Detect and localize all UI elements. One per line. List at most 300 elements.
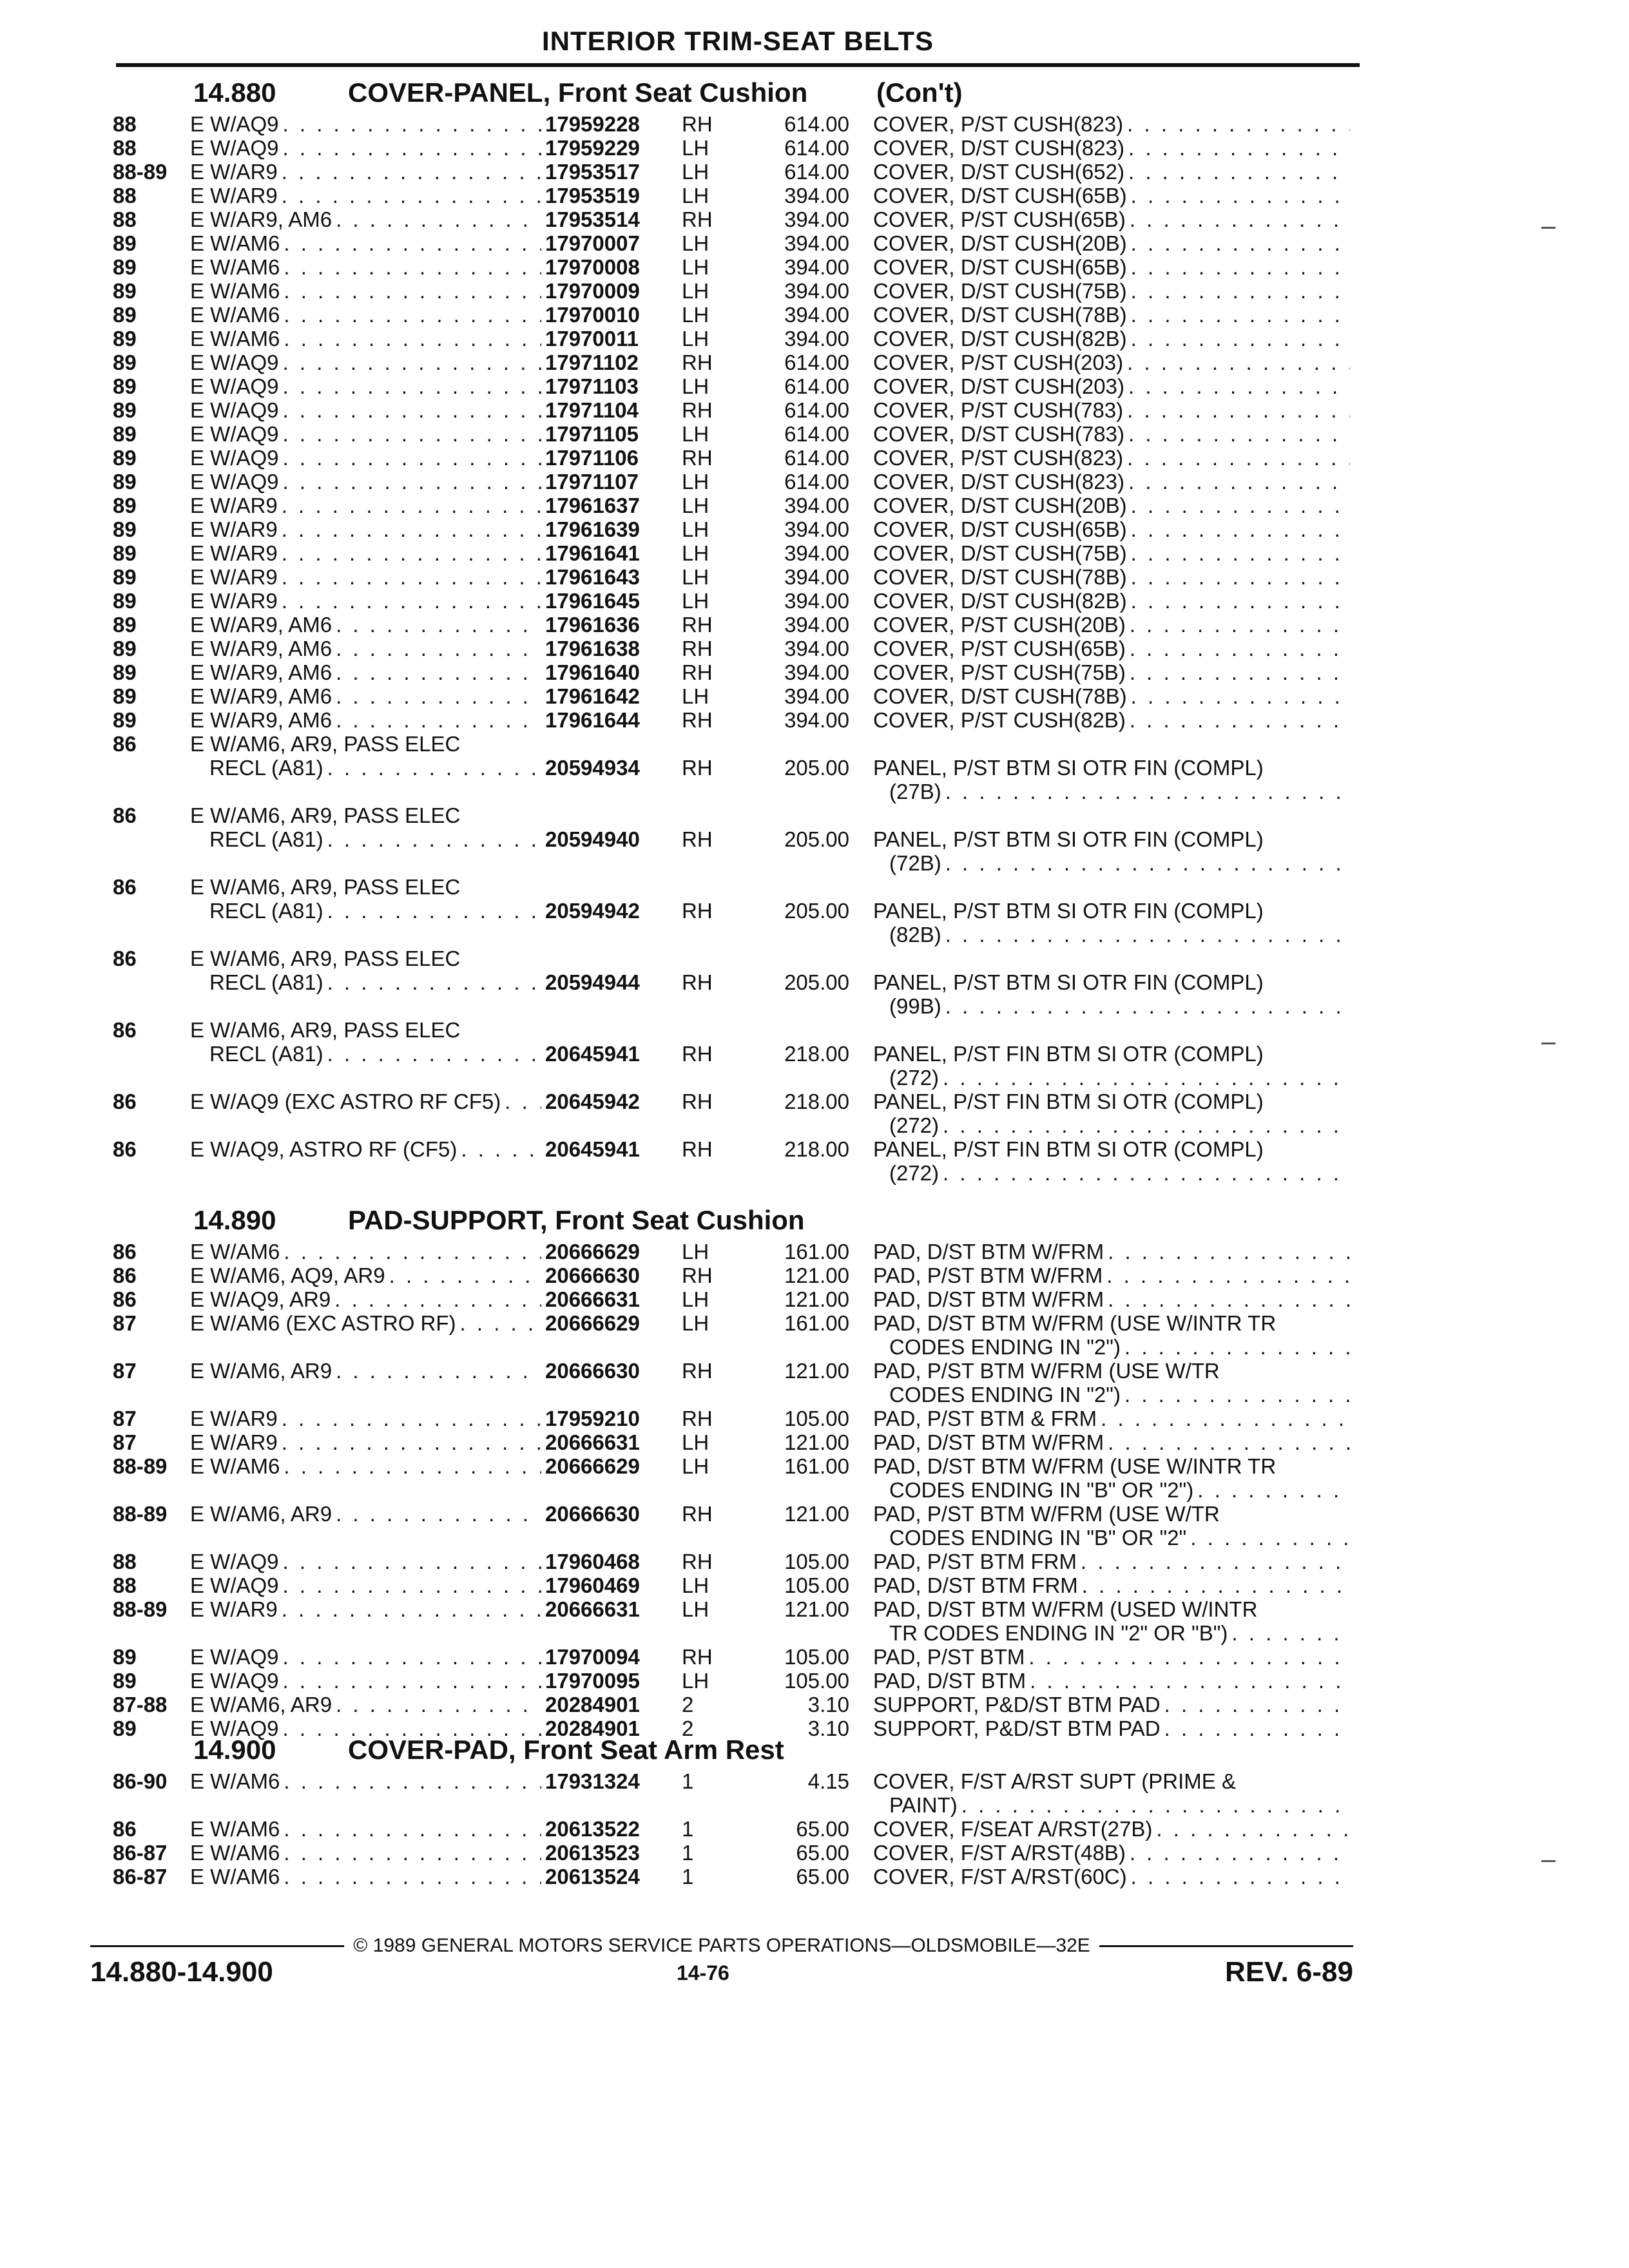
usage-description: E W/AR9, AM6 [190, 708, 333, 732]
dot-leader [943, 1161, 1350, 1185]
side-or-quantity: LH [682, 327, 709, 351]
part-name-continued: (72B) [889, 851, 941, 875]
part-number: 20594944 [545, 970, 640, 994]
side-or-quantity: 2 [682, 1693, 694, 1716]
model-year: 86 [113, 947, 137, 970]
part-number: 20666631 [545, 1597, 640, 1621]
part-name-cell [873, 589, 1350, 613]
part-number: 20666629 [545, 1454, 640, 1478]
parts-row [0, 470, 1629, 494]
part-name-continued: (272) [889, 1113, 940, 1137]
side-or-quantity: RH [682, 708, 713, 732]
model-year: 86-87 [113, 1841, 168, 1865]
model-year: 89 [113, 255, 137, 279]
part-number: 20613523 [545, 1841, 640, 1865]
part-name: COVER, D/ST CUSH(82B) [873, 589, 1127, 613]
price: 218.00 [784, 1090, 849, 1113]
side-or-quantity: 2 [682, 1716, 694, 1740]
model-year: 89 [113, 660, 137, 684]
parts-row [0, 517, 1629, 541]
parts-row-continued [0, 1526, 1629, 1550]
price: 205.00 [784, 970, 849, 994]
part-name: COVER, F/SEAT A/RST(27B) [873, 1817, 1153, 1841]
dot-leader [1108, 1430, 1350, 1454]
part-name: PAD, P/ST BTM [873, 1645, 1025, 1669]
section-title: PAD-SUPPORT, Front Seat Cushion [348, 1205, 805, 1235]
side-or-quantity: LH [682, 1240, 709, 1264]
part-number: 17970011 [545, 327, 639, 351]
part-name-cell [873, 1669, 1350, 1693]
usage-cell [190, 708, 541, 732]
usage-description: E W/AM6 [190, 1769, 280, 1793]
parts-row-note [0, 732, 1629, 756]
usage-cell [190, 470, 541, 494]
usage-description: E W/AQ9 [190, 470, 279, 494]
dot-leader [1131, 589, 1350, 613]
part-number: 17971102 [545, 351, 639, 374]
usage-cell [190, 1841, 541, 1865]
dot-leader [336, 613, 541, 637]
parts-row [0, 446, 1629, 470]
usage-cell [190, 1669, 541, 1693]
price: 4.15 [807, 1769, 849, 1793]
parts-row [0, 1311, 1629, 1335]
price: 614.00 [784, 160, 849, 184]
usage-cell [190, 1137, 541, 1161]
side-or-quantity: 1 [682, 1769, 694, 1793]
dot-leader [1128, 422, 1350, 446]
side-or-quantity: LH [682, 589, 709, 613]
dot-leader [336, 708, 541, 732]
part-number: 17961643 [545, 565, 640, 589]
usage-cell [190, 279, 541, 303]
usage-cell [190, 517, 541, 541]
usage-description: E W/AQ9 [190, 1669, 279, 1693]
model-year: 89 [113, 398, 137, 422]
side-or-quantity: RH [682, 1502, 713, 1526]
part-number: 20666629 [545, 1240, 640, 1264]
usage-cell [190, 1240, 541, 1264]
part-number: 20594934 [545, 756, 640, 780]
usage-description: E W/AR9 [190, 541, 278, 565]
side-or-quantity: RH [682, 660, 713, 684]
usage-cell [190, 446, 541, 470]
price: 121.00 [784, 1502, 849, 1526]
dot-leader [945, 780, 1350, 803]
side-or-quantity: LH [682, 184, 709, 207]
dot-leader [282, 1407, 541, 1430]
price: 394.00 [784, 279, 849, 303]
usage-cell [190, 303, 541, 327]
part-name-cell [873, 136, 1350, 160]
dot-leader [283, 470, 541, 494]
part-name-cell [873, 541, 1350, 565]
parts-row [0, 1137, 1629, 1161]
dot-leader [1130, 708, 1350, 732]
side-or-quantity: RH [682, 1359, 713, 1383]
parts-row [0, 1287, 1629, 1311]
part-name-cell [873, 255, 1350, 279]
usage-cell [190, 255, 541, 279]
parts-row [0, 1865, 1629, 1888]
part-name: PANEL, P/ST BTM SI OTR FIN (COMPL) [873, 756, 1264, 780]
dot-leader [1030, 1669, 1350, 1693]
parts-row [0, 1693, 1629, 1716]
dot-leader [1131, 279, 1350, 303]
part-number: 17961640 [545, 660, 640, 684]
part-name: PANEL, P/ST BTM SI OTR FIN (COMPL) [873, 899, 1264, 923]
part-name-cell [889, 780, 1350, 803]
usage-cell [190, 613, 541, 637]
part-number: 17970007 [545, 231, 640, 255]
part-name-cell [873, 207, 1350, 231]
usage-description: E W/AM6, AR9, PASS ELEC [190, 1018, 461, 1042]
model-year: 89 [113, 446, 137, 470]
model-year: 88-89 [113, 1502, 168, 1526]
parts-row-note [0, 803, 1629, 827]
usage-description: E W/AR9, AM6 [190, 207, 333, 231]
usage-description: E W/AQ9 [190, 1573, 279, 1597]
part-name: SUPPORT, P&D/ST BTM PAD [873, 1716, 1161, 1740]
model-year: 86 [113, 1287, 137, 1311]
price: 121.00 [784, 1287, 849, 1311]
part-name: PAD, D/ST BTM W/FRM [873, 1287, 1104, 1311]
part-name: PAD, P/ST BTM W/FRM (USE W/TR [873, 1359, 1220, 1383]
usage-description: E W/AR9, AM6 [190, 637, 333, 660]
dot-leader [283, 136, 541, 160]
dot-leader [327, 756, 541, 780]
part-number: 20666630 [545, 1502, 640, 1526]
part-name-cell [889, 1478, 1350, 1502]
part-name: COVER, F/ST A/RST(48B) [873, 1841, 1126, 1865]
usage-cell [190, 1769, 541, 1793]
model-year: 89 [113, 565, 137, 589]
dot-leader [1131, 1865, 1350, 1888]
price: 65.00 [796, 1865, 849, 1888]
model-year: 86 [113, 732, 137, 756]
parts-row [0, 1430, 1629, 1454]
dot-leader [284, 279, 541, 303]
dot-leader [334, 1287, 541, 1311]
model-year: 86 [113, 1018, 137, 1042]
part-number: 17961638 [545, 637, 640, 660]
parts-row-continued [0, 1621, 1629, 1645]
side-or-quantity: RH [682, 1550, 713, 1573]
usage-cell [190, 422, 541, 446]
part-number: 17970094 [545, 1645, 640, 1669]
side-or-quantity: LH [682, 1597, 709, 1621]
dot-leader [1128, 470, 1350, 494]
part-name: COVER, P/ST CUSH(203) [873, 351, 1124, 374]
part-name: COVER, D/ST CUSH(783) [873, 422, 1124, 446]
side-or-quantity: RH [682, 446, 713, 470]
part-name-cell [873, 637, 1350, 660]
part-number: 17953517 [545, 160, 640, 184]
model-year: 89 [113, 637, 137, 660]
model-year: 86-87 [113, 1865, 168, 1888]
parts-row [0, 1669, 1629, 1693]
part-name: PAD, D/ST BTM W/FRM [873, 1430, 1104, 1454]
usage-description: E W/AR9 [190, 1407, 278, 1430]
price: 394.00 [784, 660, 849, 684]
dot-leader [1130, 660, 1350, 684]
usage-description: E W/AM6, AQ9, AR9 [190, 1264, 385, 1287]
dot-leader [284, 1769, 541, 1793]
parts-row [0, 1454, 1629, 1478]
usage-description: E W/AM6, AR9 [190, 1359, 333, 1383]
price: 394.00 [784, 684, 849, 708]
part-name: COVER, P/ST CUSH(823) [873, 446, 1124, 470]
part-name: PAD, D/ST BTM W/FRM (USE W/INTR TR [873, 1454, 1277, 1478]
model-year: 89 [113, 374, 137, 398]
part-name-cell [889, 1335, 1350, 1359]
part-name-cell [889, 1113, 1350, 1137]
part-name-cell [873, 279, 1350, 303]
usage-description: RECL (A81) [209, 1042, 323, 1066]
usage-description: E W/AQ9 [190, 446, 279, 470]
part-name-cell [873, 1454, 1350, 1478]
part-name-cell [873, 1042, 1350, 1066]
part-name: COVER, F/ST A/RST SUPT (PRIME & [873, 1769, 1236, 1793]
usage-description: E W/AQ9 [190, 136, 279, 160]
side-or-quantity: RH [682, 637, 713, 660]
usage-cell [190, 374, 541, 398]
side-or-quantity: RH [682, 398, 713, 422]
price: 105.00 [784, 1669, 849, 1693]
usage-cell [190, 1502, 541, 1526]
usage-description: E W/AM6, AR9 [190, 1502, 333, 1526]
dot-leader [1081, 1550, 1350, 1573]
usage-description: E W/AM6 [190, 1240, 280, 1264]
dot-leader [945, 851, 1350, 875]
usage-cell [190, 1550, 541, 1573]
part-number: 17970095 [545, 1669, 640, 1693]
dot-leader [284, 1240, 541, 1264]
part-name: COVER, D/ST CUSH(20B) [873, 231, 1127, 255]
dot-leader [1106, 1264, 1350, 1287]
usage-cell [209, 827, 541, 851]
dot-leader [282, 1597, 541, 1621]
part-name-cell [873, 1240, 1350, 1264]
parts-row [0, 1359, 1629, 1383]
usage-cell [190, 1090, 541, 1113]
usage-description: E W/AM6 (EXC ASTRO RF) [190, 1311, 456, 1335]
parts-row [0, 1042, 1629, 1066]
dot-leader [283, 422, 541, 446]
price: 3.10 [807, 1716, 849, 1740]
footer-rule-left [90, 1945, 344, 1947]
model-year: 89 [113, 494, 137, 517]
dot-leader [1156, 1817, 1350, 1841]
usage-description: E W/AQ9, AR9 [190, 1287, 331, 1311]
parts-row-continued [0, 851, 1629, 875]
dot-leader [284, 1454, 541, 1478]
price: 394.00 [784, 303, 849, 327]
usage-cell [190, 327, 541, 351]
margin-mark [1541, 1860, 1556, 1862]
side-or-quantity: LH [682, 422, 709, 446]
parts-row-continued [0, 923, 1629, 947]
part-name: PAD, P/ST BTM & FRM [873, 1407, 1097, 1430]
side-or-quantity: RH [682, 1407, 713, 1430]
section-continued: (Con't) [876, 77, 963, 108]
model-year: 89 [113, 1669, 137, 1693]
part-name-cell [873, 446, 1350, 470]
side-or-quantity: LH [682, 160, 709, 184]
part-name-cell [873, 899, 1350, 923]
parts-row [0, 1769, 1629, 1793]
usage-description: E W/AR9 [190, 1597, 278, 1621]
part-name-continued: CODES ENDING IN "2") [889, 1383, 1121, 1407]
part-name-continued: CODES ENDING IN "B" OR "2") [889, 1478, 1194, 1502]
usage-cell [190, 1865, 541, 1888]
dot-leader [283, 1550, 541, 1573]
side-or-quantity: LH [682, 517, 709, 541]
parts-row [0, 589, 1629, 613]
part-number: 17971107 [545, 470, 639, 494]
side-or-quantity: RH [682, 970, 713, 994]
dot-leader [283, 446, 541, 470]
model-year: 86 [113, 1264, 137, 1287]
part-name-cell [873, 708, 1350, 732]
part-name: PAD, D/ST BTM W/FRM [873, 1240, 1104, 1264]
usage-cell [190, 1287, 541, 1311]
usage-cell [190, 637, 541, 660]
usage-cell [190, 1430, 541, 1454]
side-or-quantity: LH [682, 1573, 709, 1597]
part-name-cell [873, 1264, 1350, 1287]
usage-description: E W/AM6 [190, 231, 280, 255]
dot-leader [1130, 207, 1350, 231]
part-number: 17970008 [545, 255, 640, 279]
part-number: 17961636 [545, 613, 640, 637]
model-year: 89 [113, 589, 137, 613]
usage-cell [190, 1407, 541, 1430]
dot-leader [283, 1645, 541, 1669]
part-name-cell [889, 1793, 1350, 1817]
dot-leader [945, 923, 1350, 947]
dot-leader [327, 970, 541, 994]
parts-row-continued [0, 780, 1629, 803]
part-name: PAD, D/ST BTM W/FRM (USE W/INTR TR [873, 1311, 1277, 1335]
usage-cell [190, 1645, 541, 1669]
part-name-cell [873, 1841, 1350, 1865]
part-name: COVER, D/ST CUSH(78B) [873, 565, 1127, 589]
dot-leader [1131, 303, 1350, 327]
parts-row [0, 1407, 1629, 1430]
usage-description: E W/AM6 [190, 1454, 280, 1478]
section-number: 14.900 [193, 1735, 276, 1765]
parts-row [0, 422, 1629, 446]
side-or-quantity: LH [682, 494, 709, 517]
price: 65.00 [796, 1841, 849, 1865]
part-name-cell [873, 1597, 1350, 1621]
part-name: COVER, D/ST CUSH(75B) [873, 541, 1127, 565]
dot-leader [336, 1502, 541, 1526]
price: 121.00 [784, 1359, 849, 1383]
part-name: COVER, D/ST CUSH(78B) [873, 684, 1127, 708]
part-name-cell [873, 565, 1350, 589]
part-name-cell [873, 351, 1350, 374]
side-or-quantity: RH [682, 1645, 713, 1669]
parts-row-note [0, 875, 1629, 899]
usage-description: E W/AM6, AR9 [190, 1693, 333, 1716]
part-name: COVER, D/ST CUSH(652) [873, 160, 1124, 184]
part-name-continued: (99B) [889, 994, 941, 1018]
part-name-cell [889, 923, 1350, 947]
part-name-continued: (272) [889, 1161, 940, 1185]
parts-row [0, 827, 1629, 851]
parts-row [0, 303, 1629, 327]
part-number: 20594940 [545, 827, 640, 851]
part-name: COVER, D/ST CUSH(823) [873, 136, 1124, 160]
part-name-cell [873, 517, 1350, 541]
part-name: COVER, D/ST CUSH(65B) [873, 517, 1127, 541]
dot-leader [283, 351, 541, 374]
part-name-cell [873, 970, 1350, 994]
price: 105.00 [784, 1573, 849, 1597]
model-year: 89 [113, 303, 137, 327]
price: 394.00 [784, 517, 849, 541]
footer-section-range: 14.880-14.900 [90, 1956, 273, 1988]
section-heading [0, 1733, 1629, 1767]
price: 614.00 [784, 398, 849, 422]
price: 205.00 [784, 899, 849, 923]
side-or-quantity: LH [682, 1430, 709, 1454]
part-name-cell [873, 756, 1350, 780]
usage-description: E W/AR9, AM6 [190, 613, 333, 637]
usage-cell [190, 136, 541, 160]
price: 121.00 [784, 1264, 849, 1287]
part-name-cell [873, 1865, 1350, 1888]
dot-leader [1127, 446, 1350, 470]
part-name: COVER, D/ST CUSH(20B) [873, 494, 1127, 517]
part-number: 20594942 [545, 899, 640, 923]
usage-cell [190, 160, 541, 184]
part-name-cell [873, 827, 1350, 851]
part-number: 20666631 [545, 1430, 640, 1454]
part-name-cell [873, 470, 1350, 494]
parts-row [0, 565, 1629, 589]
part-number: 17931324 [545, 1769, 640, 1793]
usage-description: E W/AM6 [190, 1841, 280, 1865]
part-name-cell [873, 184, 1350, 207]
dot-leader [282, 1430, 541, 1454]
price: 394.00 [784, 541, 849, 565]
part-name-cell [889, 994, 1350, 1018]
part-name: PANEL, P/ST BTM SI OTR FIN (COMPL) [873, 827, 1264, 851]
part-name-cell [873, 1645, 1350, 1669]
part-name-continued: (27B) [889, 780, 941, 803]
usage-description: E W/AQ9 [190, 374, 279, 398]
part-name-cell [873, 1573, 1350, 1597]
part-name-cell [873, 1769, 1350, 1793]
side-or-quantity: LH [682, 470, 709, 494]
model-year: 86 [113, 1240, 137, 1264]
part-name-cell [873, 374, 1350, 398]
dot-leader [284, 303, 541, 327]
parts-row [0, 1502, 1629, 1526]
margin-mark [1541, 227, 1556, 229]
usage-cell [190, 207, 541, 231]
part-number: 17959228 [545, 112, 640, 136]
part-name-continued: PAINT) [889, 1793, 958, 1817]
section-number: 14.890 [193, 1205, 276, 1235]
parts-row [0, 637, 1629, 660]
usage-description: E W/AQ9 [190, 112, 279, 136]
model-year: 88-89 [113, 1454, 168, 1478]
price: 205.00 [784, 756, 849, 780]
